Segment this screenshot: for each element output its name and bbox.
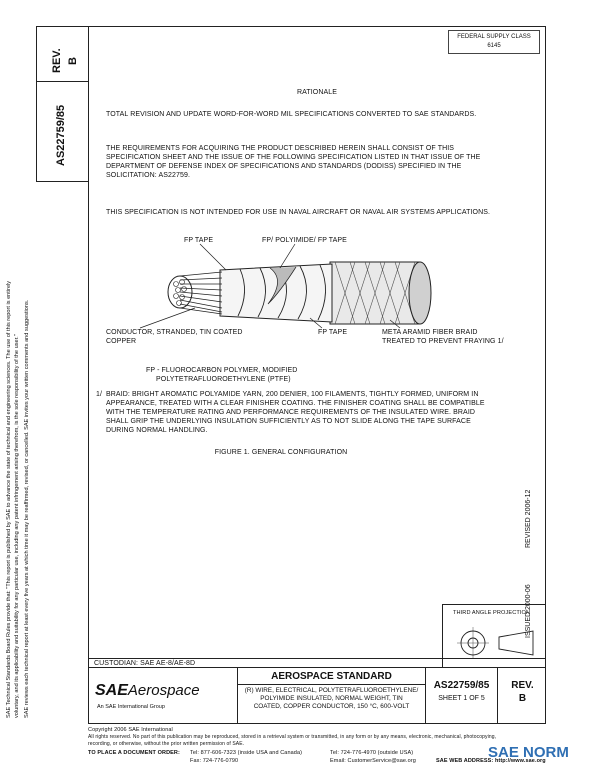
copyright: Copyright 2006 SAE International xyxy=(88,727,173,733)
rights-line1: All rights reserved. No part of this publication may be reproduced, stored in a retrieval system or transmitted, in any form or by any means, electronic, mechanical, photocopying, xyxy=(88,734,497,740)
email: Email: CustomerService@sae.org xyxy=(330,758,416,764)
projection-symbol xyxy=(453,623,543,663)
requirements-line1: THE REQUIREMENTS FOR ACQUIRING THE PRODUCT DESCRIBED HEREIN SHALL CONSIST OF THIS xyxy=(106,145,455,152)
description-2: POLYIMIDE INSULATED, NORMAL WEIGHT, TIN xyxy=(260,695,403,702)
fsc-label: FEDERAL SUPPLY CLASS xyxy=(457,34,531,40)
title-block xyxy=(88,668,546,724)
rights-line2: recording, or otherwise, without the prior written permission of SAE. xyxy=(88,741,245,747)
fp-definition-2: POLYTETRAFLUOROETHYLENE (PTFE) xyxy=(156,376,291,383)
issued-date: ISSUED 2000-06 xyxy=(525,584,532,638)
rev-box xyxy=(36,26,88,82)
side-notice-line2: voluntary, and its applicability and suitability for any particular use, including any patent infringement arising therefrom, is the sole responsibility of the user." xyxy=(14,334,20,718)
doc-number-cell xyxy=(425,668,497,723)
rationale-heading: RATIONALE xyxy=(296,89,338,96)
doc-number-vertical: AS22759/85 xyxy=(55,104,67,166)
label-fp-tape-bottom: FP TAPE xyxy=(318,329,348,336)
footnote-line3: WITH THE TEMPERATURE RATING AND PERFORMANCE REQUIREMENTS OF THE INSULATED WIRE. BRAID xyxy=(106,409,476,416)
rationale-text: TOTAL REVISION AND UPDATE WORD-FOR-WORD MIL SPECIFICATIONS CONVERTED TO SAE STANDARDS. xyxy=(106,111,477,118)
custodian: CUSTODIAN: SAE AE-8/AE-8D xyxy=(94,660,196,667)
fsc-value: 6145 xyxy=(487,43,501,49)
federal-supply-class xyxy=(448,30,540,54)
naval-note: THIS SPECIFICATION IS NOT INTENDED FOR USE IN NAVAL AIRCRAFT OR NAVAL AIR SYSTEMS APPLICATIONS. xyxy=(106,209,491,216)
footnote-line5: DURING NORMAL HANDLING. xyxy=(106,427,208,434)
fax: Fax: 724-776-0790 xyxy=(190,758,239,764)
revised-date: REVISED 2006-12 xyxy=(525,489,532,548)
order-label: TO PLACE A DOCUMENT ORDER: xyxy=(88,750,180,756)
standard-title: AEROSPACE STANDARD xyxy=(271,671,392,682)
sae-logo-aerospace: Aerospace xyxy=(127,682,200,699)
label-conductor-2: COPPER xyxy=(106,338,137,345)
footnote-line2: APPEARANCE, TREATED WITH A CLEAR FINISHER COATING. THE FINISHER COATING SHALL BE COMPATIBLE xyxy=(106,400,485,407)
title-rev-label: REV. xyxy=(511,680,534,691)
title-cell xyxy=(237,668,425,723)
label-braid-1: META ARAMID FIBER BRAID xyxy=(382,329,478,336)
title-rev-cell xyxy=(497,668,547,723)
side-notice-line3: SAE reviews each technical report at least every five years at which time it may be reaffirmed, revised, or cancelled. SAE invites your written comments and suggestions. xyxy=(24,299,30,718)
requirements-line2: SPECIFICATION SHEET AND THE ISSUE OF THE FOLLOWING SPECIFICATION LISTED IN THAT ISSUE OF THE xyxy=(106,154,481,161)
sae-tagline: An SAE International Group xyxy=(97,704,165,710)
label-braid-2: TREATED TO PREVENT FRAYING 1/ xyxy=(382,338,504,345)
requirements-line4: SOLICITATION: AS22759. xyxy=(106,172,191,179)
side-notice-line1: SAE Technical Standards Board Rules provide that: "This report is published by SAE to advance the state of technical and engineering sciences. The use of this report is entirely xyxy=(6,280,12,718)
label-conductor-1: CONDUCTOR, STRANDED, TIN COATED xyxy=(106,329,243,336)
label-fp-polyimide-tape: FP/ POLYIMIDE/ FP TAPE xyxy=(262,237,347,244)
tel-outside: Tel: 724-776-4970 (outside USA) xyxy=(330,750,414,756)
doc-number-box xyxy=(36,82,88,182)
footnote-line4: SHALL GRIP THE UNDERLYING INSULATION SUFFICIENTLY AS TO NOT SLIDE ALONG THE TAPE SURFACE xyxy=(106,418,471,425)
web-address: SAE WEB ADDRESS: http://www.sae.org xyxy=(436,758,546,764)
footnote-line1: BRAID: BRIGHT AROMATIC POLYAMIDE YARN, 200 DENIER, 100 FILAMENTS, TIGHTLY FORMED, UNIFORM IN xyxy=(106,391,479,398)
rev-value: B xyxy=(67,57,79,65)
footnote-marker: 1/ xyxy=(96,391,103,398)
rev-label: REV. xyxy=(51,48,63,73)
sae-norm-watermark: SAE NORM xyxy=(488,744,569,761)
projection-label: THIRD ANGLE PROJECTION xyxy=(453,610,531,616)
sheet-number: SHEET 1 OF 5 xyxy=(438,695,485,702)
custodian-row xyxy=(88,658,546,668)
requirements-line3: DEPARTMENT OF DEFENSE INDEX OF SPECIFICATIONS AND STANDARDS (DODISS) SPECIFIED IN THE xyxy=(106,163,462,170)
title-doc-number: AS22759/85 xyxy=(433,680,490,691)
sae-logo xyxy=(95,682,200,700)
fp-definition-1: FP - FLUOROCARBON POLYMER, MODIFIED xyxy=(146,367,298,374)
tel-us: Tel: 877-606-7323 (inside USA and Canada) xyxy=(190,750,303,756)
braid-end xyxy=(409,262,431,324)
label-fp-tape-top: FP TAPE xyxy=(184,237,214,244)
sae-logo-mark: SAE xyxy=(95,682,128,699)
title-rev-value: B xyxy=(518,693,527,704)
description-3: COATED, COPPER CONDUCTOR, 150 °C, 600-VOLT xyxy=(253,703,410,710)
figure-caption: FIGURE 1. GENERAL CONFIGURATION xyxy=(214,449,348,456)
description-1: (R) WIRE, ELECTRICAL, POLYTETRAFLUOROETHYLENE/ xyxy=(244,687,419,694)
